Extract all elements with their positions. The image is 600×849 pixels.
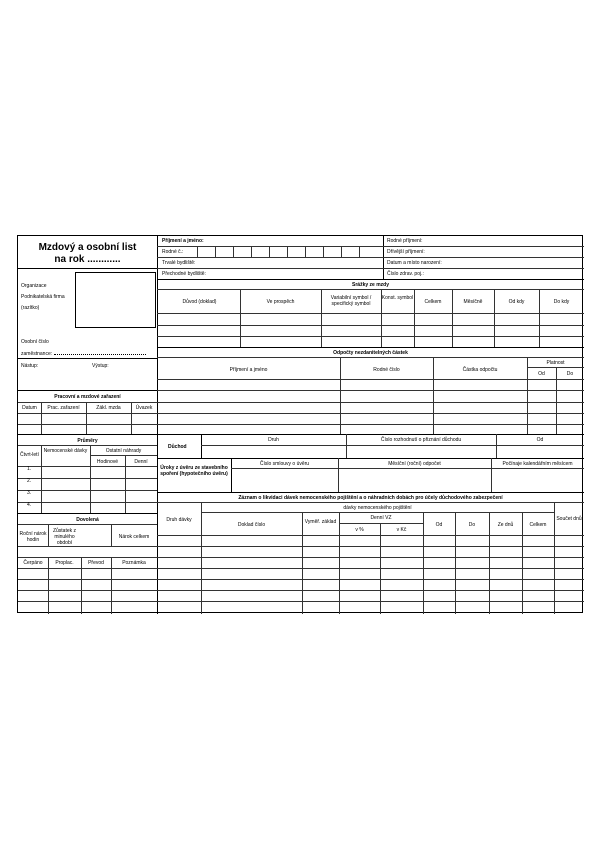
- entry-label: Nástup:: [21, 363, 39, 369]
- sickness-to: Do: [468, 522, 476, 528]
- sickness-czk: v Kč: [396, 527, 407, 533]
- sickness-sum-days: Součet dnů: [556, 516, 582, 522]
- loan-start: Počínaje kalendářním měsícem: [502, 461, 573, 467]
- vacation-used: Čerpáno: [23, 560, 43, 566]
- stamp-box[interactable]: [75, 272, 156, 328]
- deductions-header-beneficiary: Ve prospěch: [266, 299, 295, 305]
- averages-sick: Nemocenské dávky: [43, 448, 88, 454]
- allowances-title: Odpočty nezdanitelných částek: [333, 350, 408, 356]
- firm-label: Podnikatelská firma: [21, 294, 65, 300]
- averages-other: Ostatní náhrady: [105, 448, 142, 454]
- sickness-days: Ze dnů: [497, 522, 514, 528]
- quarter-2: 2.: [27, 478, 32, 484]
- allowances-header-amount: Částka odpočtu: [462, 367, 498, 373]
- birth-date-place-label: Datum a místo narození:: [387, 260, 442, 266]
- allowances-validity: Platnost: [546, 360, 565, 366]
- vacation-remainder: Zůstatek z minulého období: [52, 528, 77, 546]
- sickness-total: Celkem: [529, 522, 547, 528]
- deductions-header-symbol: Variabilní symbol / specifický symbol: [330, 295, 372, 307]
- stamp-label: (razítko): [21, 305, 40, 311]
- sickness-kind: Druh dávky: [166, 517, 192, 523]
- vacation-note: Poznámka: [122, 560, 146, 566]
- sickness-title: Záznam o likvidaci dávek nemocenského pojištění a o náhradních dobách pro účely důchodového zabezpečení: [238, 495, 503, 501]
- loan-contract: Číslo smlouvy o úvěru: [259, 461, 310, 467]
- vacation-transfer: Převod: [88, 560, 104, 566]
- position-header-wage: Zákl. mzda: [96, 405, 121, 411]
- loan-monthly: Měsíční (roční) odpočet: [388, 461, 441, 467]
- vacation-paid: Proplac.: [55, 560, 74, 566]
- position-title: Pracovní a mzdové zařazení: [54, 394, 121, 400]
- pension-label: Důchod: [168, 444, 187, 450]
- position-header-load: Úvazek: [135, 405, 153, 411]
- sickness-daily-vz: Denní VZ: [370, 515, 392, 521]
- previous-surname-label: Dřívější příjmení:: [387, 249, 425, 255]
- name-label: Příjmení a jméno:: [162, 238, 204, 244]
- payroll-form: [17, 235, 583, 613]
- allowances-to: Do: [566, 371, 574, 377]
- sickness-base: Vyměř. základ: [304, 519, 337, 525]
- permanent-address-label: Trvalé bydliště:: [162, 260, 196, 266]
- deductions-header-total: Celkem: [424, 299, 442, 305]
- sickness-document: Doklad číslo: [237, 522, 266, 528]
- allowances-header-birth: Rodné číslo: [373, 367, 400, 373]
- deductions-header-monthly: Měsíčně: [463, 299, 483, 305]
- health-insurance-label: Číslo zdrav. poj.:: [387, 271, 424, 277]
- organization-label: Organizace: [21, 283, 47, 289]
- vacation-title: Dovolená: [76, 517, 99, 523]
- deductions-header-const: Konst. symbol: [381, 295, 414, 301]
- averages-quarter: Čtvrt-letí: [20, 452, 39, 458]
- vacation-total: Nárok celkem: [118, 534, 150, 540]
- averages-hourly: Hodinové: [96, 459, 119, 465]
- averages-daily: Denní: [134, 459, 148, 465]
- vacation-annual: Roční nárok hodin: [19, 531, 47, 543]
- form-title-line2: na rok ............: [54, 254, 121, 265]
- deductions-title: Srážky ze mzdy: [352, 282, 389, 288]
- deductions-header-reason: Důvod (doklad): [182, 299, 217, 305]
- quarter-4: 4.: [27, 502, 32, 508]
- form-title: [18, 242, 157, 266]
- allowances-header-name: Příjmení a jméno: [229, 367, 268, 373]
- loan-label: Úroky z úvěru ze stavebního spoření (hypotečního úvěru): [160, 465, 228, 477]
- temporary-address-label: Přechodné bydliště:: [162, 271, 206, 277]
- employee-label: zaměstnance:: [21, 351, 146, 357]
- birth-number-label: Rodné č.:: [162, 249, 184, 255]
- sickness-benefits: dávky nemocenského pojištění: [343, 505, 412, 511]
- pension-from: Od: [536, 437, 544, 443]
- position-header-date: Datum: [22, 405, 37, 411]
- allowances-from: Od: [538, 371, 545, 377]
- pension-kind: Druh: [268, 437, 279, 443]
- averages-title: Průměry: [77, 438, 98, 444]
- personal-number-label: Osobní číslo: [21, 339, 49, 345]
- exit-label: Výstup:: [92, 363, 109, 369]
- deductions-header-to: Do kdy: [553, 299, 570, 305]
- deductions-header-from: Od kdy: [508, 299, 525, 305]
- sickness-percent: v %: [355, 527, 364, 533]
- sickness-from: Od: [435, 522, 443, 528]
- maiden-name-label: Rodné příjmení:: [387, 238, 423, 244]
- quarter-3: 3.: [27, 490, 32, 496]
- form-title-line1: Mzdový a osobní list: [38, 242, 137, 253]
- quarter-1: 1.: [27, 466, 32, 472]
- position-header-job: Prac. zařazení: [47, 405, 80, 411]
- pension-decision: Číslo rozhodnutí o přiznání důchodu: [380, 437, 462, 443]
